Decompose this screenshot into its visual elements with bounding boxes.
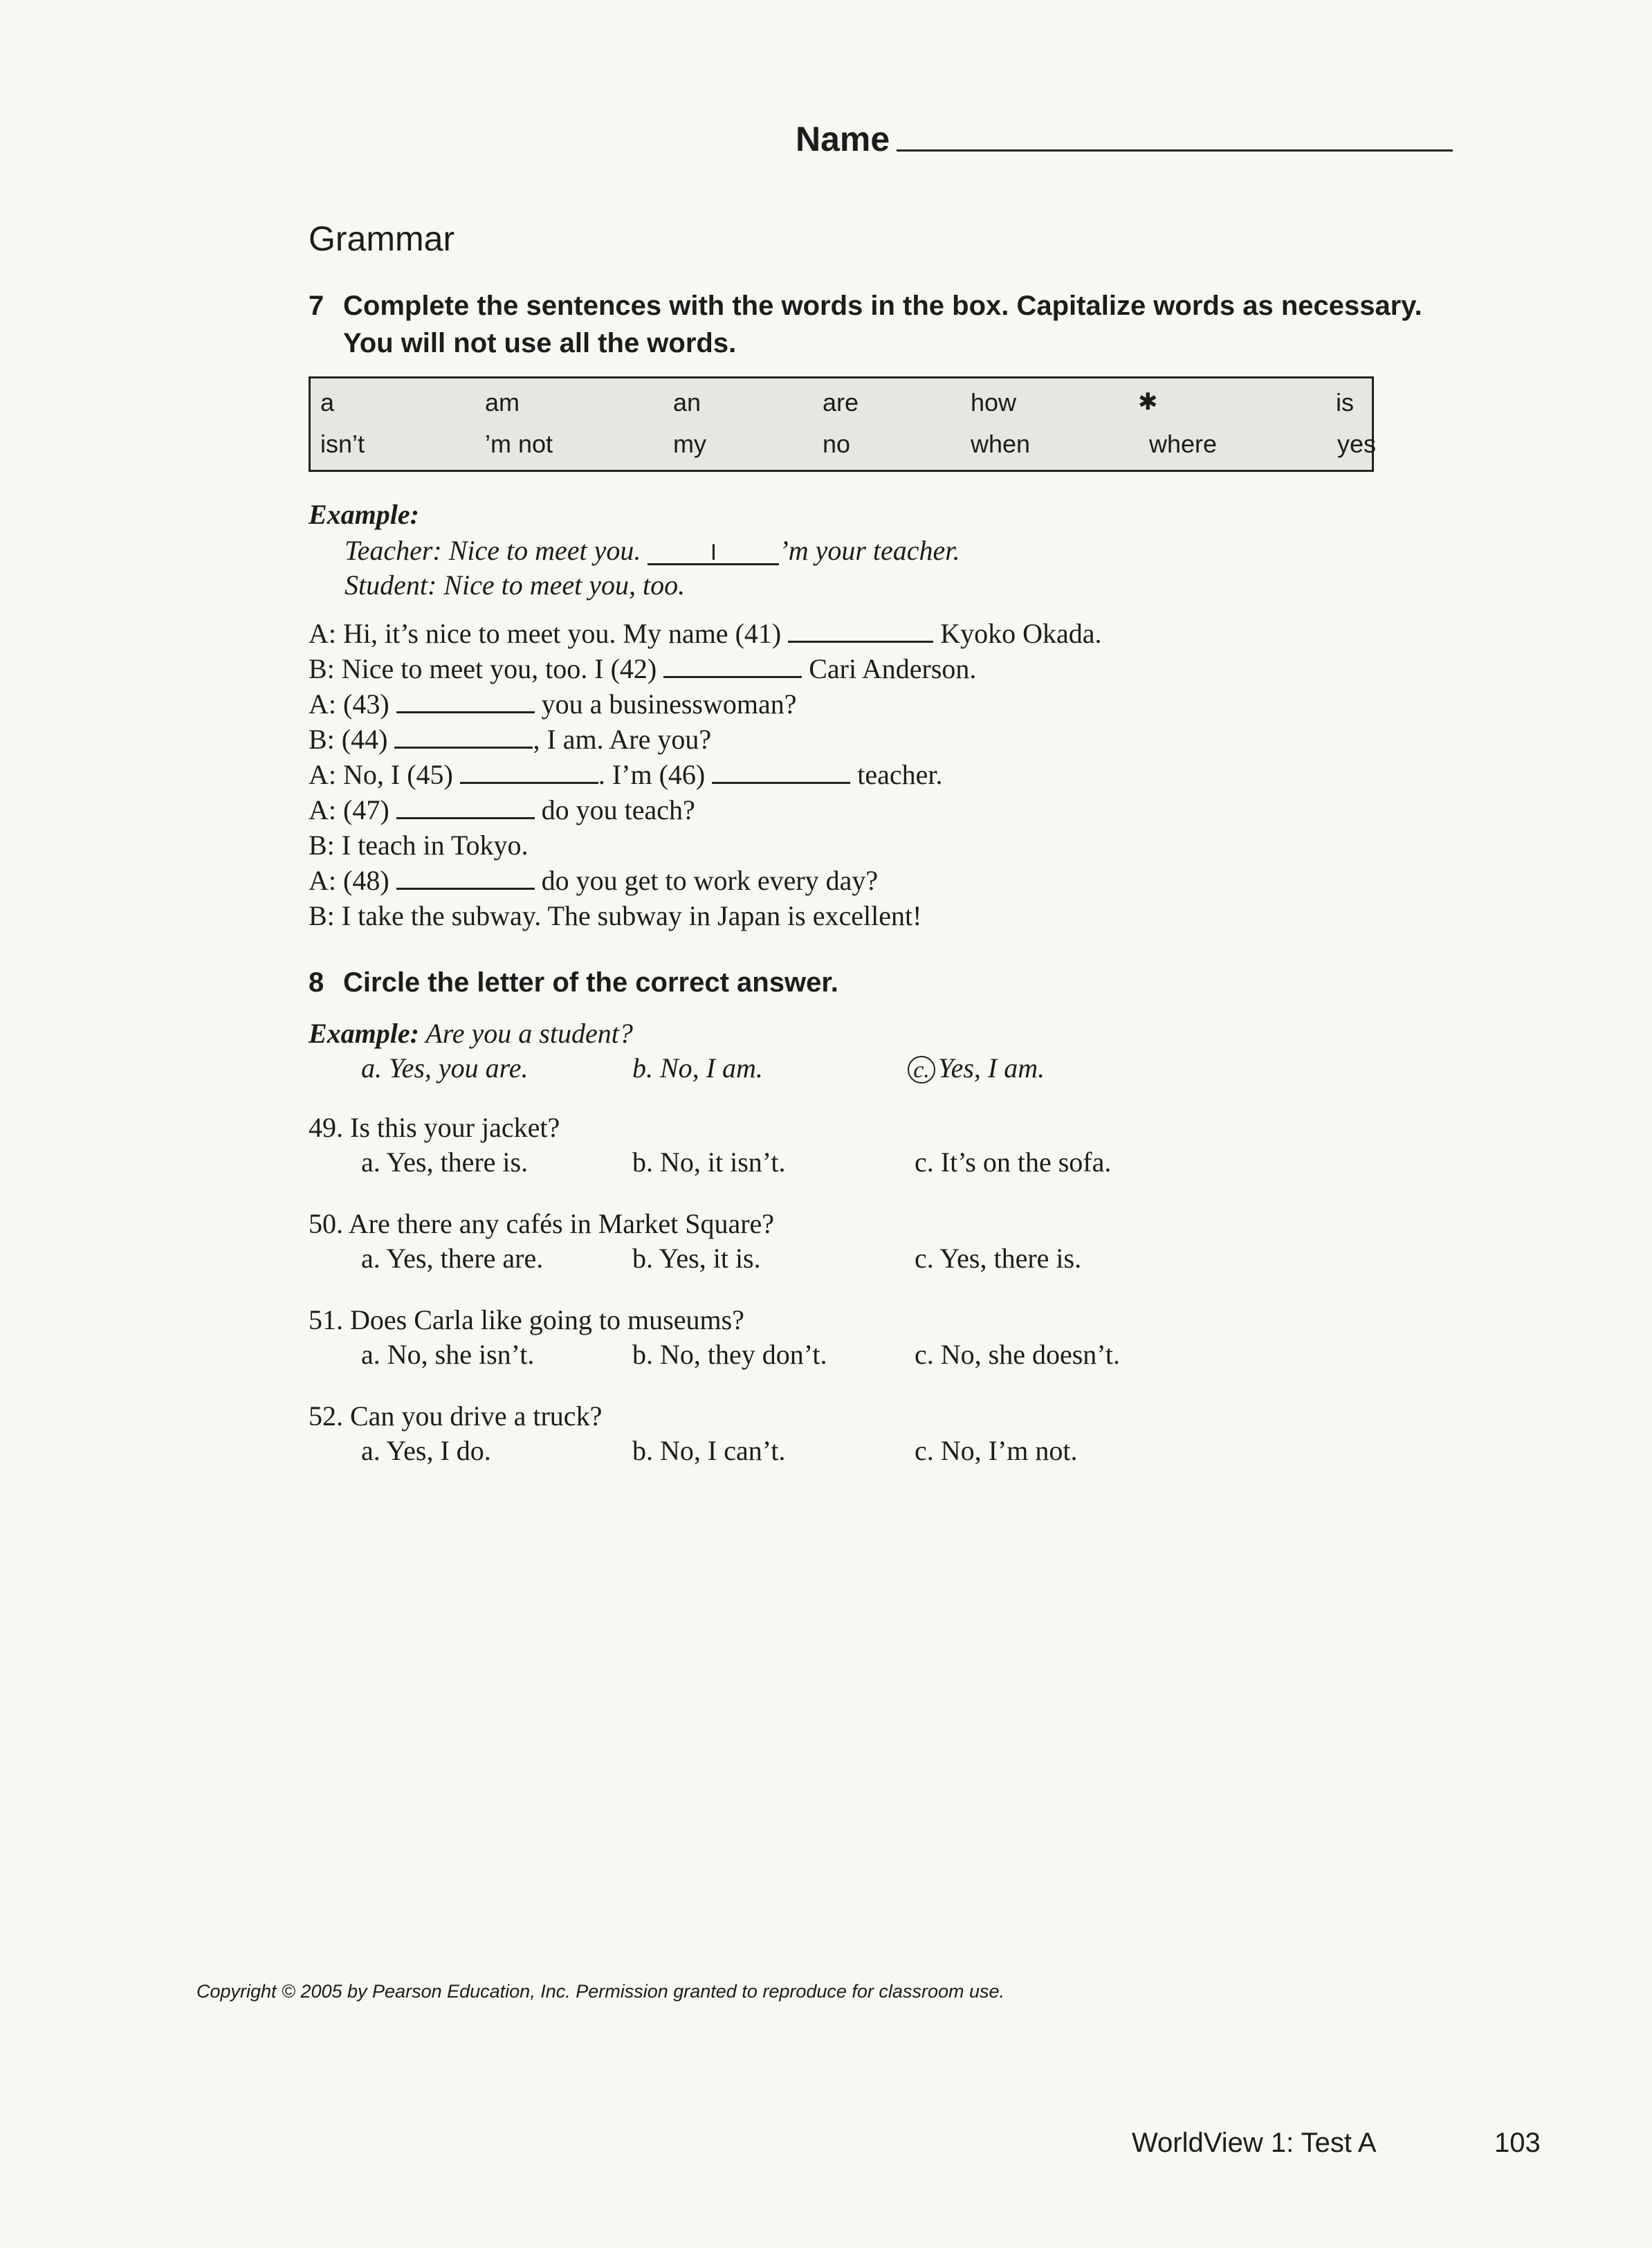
q49-option-c[interactable]: c. It’s on the sofa. xyxy=(915,1146,1112,1178)
q51-option-c[interactable]: c. No, she doesn’t. xyxy=(915,1339,1120,1370)
word-box-item: yes xyxy=(1337,430,1377,458)
example-student-line: Student: Nice to meet you, too. xyxy=(345,569,686,601)
word-box-item: my xyxy=(673,430,706,458)
answer-blank-48[interactable] xyxy=(396,864,535,890)
word-box-item: when xyxy=(971,430,1031,458)
dialogue-line: A: (47) do you teach? xyxy=(309,794,695,825)
word-box-item: where xyxy=(1149,430,1218,458)
dialogue-line: B: I teach in Tokyo. xyxy=(309,830,529,861)
dialogue-line: B: I take the subway. The subway in Japan is excellent! xyxy=(309,900,922,931)
word-box xyxy=(309,376,1377,472)
word-box-item: are xyxy=(823,388,859,417)
word-box-item: no xyxy=(823,430,851,458)
question-50: 50. Are there any cafés in Market Square? xyxy=(309,1208,775,1239)
example-option-a: a. Yes, you are. xyxy=(361,1052,529,1084)
dialogue-line: A: (43) you a businesswoman? xyxy=(309,688,797,720)
example-label: Example: xyxy=(309,499,419,530)
copyright-notice: Copyright © 2005 by Pearson Education, Inc. Permission granted to reproduce for classroom use. xyxy=(196,1981,1005,2002)
example-option-c: c. Yes, I am. xyxy=(908,1052,1045,1084)
name-label: Name xyxy=(796,120,890,158)
answer-blank-41[interactable] xyxy=(788,617,933,643)
section-title: Grammar xyxy=(309,219,455,258)
q51-option-b[interactable]: b. No, they don’t. xyxy=(632,1339,827,1370)
exercise7-number: 7 xyxy=(309,291,324,321)
question-51: 51. Does Carla like going to museums? xyxy=(309,1304,744,1335)
word-box-item: am xyxy=(485,388,520,417)
circled-answer-c: c. xyxy=(908,1056,935,1084)
word-box-item: how xyxy=(971,388,1017,417)
exercise7-instruction-1: 7 Complete the sentences with the words in the box. Capitalize words as necessary. xyxy=(309,291,1422,321)
dialogue-line: B: Nice to meet you, too. I (42) Cari Anderson. xyxy=(309,653,977,684)
name-answer-line[interactable] xyxy=(897,149,1453,152)
answer-blank-45[interactable] xyxy=(460,758,598,784)
question-52: 52. Can you drive a truck? xyxy=(309,1400,603,1432)
word-box-item: ’m not xyxy=(485,430,553,458)
dialogue-line: A: No, I (45) . I’m (46) teacher. xyxy=(309,759,943,790)
question-49: 49. Is this your jacket? xyxy=(309,1112,560,1143)
book-title: WorldView 1: Test A xyxy=(1132,2128,1377,2158)
exercise8-number: 8 xyxy=(309,967,324,998)
q52-option-b[interactable]: b. No, I can’t. xyxy=(632,1435,786,1466)
word-box-item: is xyxy=(1336,388,1354,417)
answer-blank-43[interactable] xyxy=(396,688,535,713)
q52-option-a[interactable]: a. Yes, I do. xyxy=(361,1435,491,1466)
dialogue-line: A: (48) do you get to work every day? xyxy=(309,865,879,896)
page-number: 103 xyxy=(1494,2128,1541,2158)
q50-option-c[interactable]: c. Yes, there is. xyxy=(915,1243,1082,1274)
q51-option-a[interactable]: a. No, she isn’t. xyxy=(361,1339,535,1370)
word-box-item: a xyxy=(320,388,335,417)
dialogue-line: B: (44) , I am. Are you? xyxy=(309,724,712,755)
answer-blank-47[interactable] xyxy=(396,794,535,819)
word-box-item: an xyxy=(673,388,701,417)
example-answer: I xyxy=(648,540,779,565)
q50-option-a[interactable]: a. Yes, there are. xyxy=(361,1243,544,1274)
dialogue-line: A: Hi, it’s nice to meet you. My name (41) Kyoko Okada. xyxy=(309,618,1102,649)
q49-option-a[interactable]: a. Yes, there is. xyxy=(361,1146,529,1178)
example-option-b: b. No, I am. xyxy=(632,1052,763,1084)
exercise8-example-question: Example: Are you a student? xyxy=(309,1018,633,1049)
answer-blank-46[interactable] xyxy=(712,758,850,784)
answer-blank-44[interactable] xyxy=(394,723,533,749)
word-box-item: isn’t xyxy=(320,430,365,458)
q49-option-b[interactable]: b. No, it isn’t. xyxy=(632,1146,786,1178)
example-teacher-line: Teacher: Nice to meet you. I ’m your teacher. xyxy=(345,535,960,566)
exercise8-instruction: 8 Circle the letter of the correct answer. xyxy=(309,967,838,998)
crossed-out-word-mark: ✱ xyxy=(1138,389,1158,415)
answer-blank-42[interactable] xyxy=(663,652,802,678)
q50-option-b[interactable]: b. Yes, it is. xyxy=(632,1243,761,1274)
q52-option-c[interactable]: c. No, I’m not. xyxy=(915,1435,1078,1466)
exercise7-instruction-2: You will not use all the words. xyxy=(343,328,737,358)
